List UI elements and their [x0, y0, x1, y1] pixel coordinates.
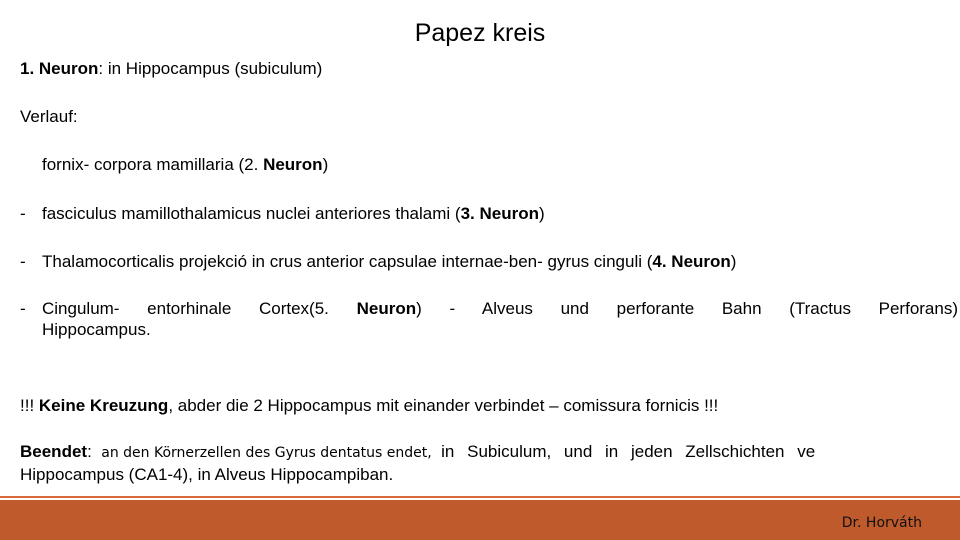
- crossing-note-prefix: !!!: [20, 396, 39, 415]
- step-fasciculus-bold: 3. Neuron: [460, 204, 539, 223]
- first-neuron-text: : in Hippocampus (subiculum): [98, 59, 323, 78]
- first-neuron-label: 1. Neuron: [20, 59, 99, 78]
- step-thalamocorticalis-text: Thalamocorticalis projekció in crus anterior capsulae internae-ben- gyrus cinguli (: [42, 252, 653, 271]
- step-fasciculus-text: fasciculus mamillothalamicus nuclei anteriores thalami (: [42, 204, 461, 223]
- step-cingulum-text-a: Cingulum- entorhinale Cortex(5.: [42, 299, 357, 318]
- footer-bar: [0, 500, 960, 540]
- bullet-dash: -: [20, 299, 26, 318]
- bullet-dash: -: [20, 204, 26, 223]
- step-fasciculus: [20, 203, 545, 224]
- beendet-rest: in Subiculum, und in jeden Zellschichten ve: [441, 442, 816, 461]
- footer-accent-line: [0, 496, 960, 498]
- step-cingulum-bold: Neuron: [356, 299, 417, 318]
- beendet-label: Beendet: [20, 442, 88, 461]
- step-cingulum: [20, 298, 958, 340]
- first-neuron-line: [20, 58, 322, 79]
- beendet-paragraph: [20, 441, 960, 485]
- step-thalamocorticalis-bold: 4. Neuron: [652, 252, 731, 271]
- bullet-dash: -: [20, 252, 26, 271]
- crossing-note-bold: Keine Kreuzung: [38, 396, 169, 415]
- step-fornix-text: fornix- corpora mamillaria (2.: [42, 155, 264, 174]
- crossing-note: [20, 395, 718, 416]
- beendet-line1: [20, 441, 960, 464]
- footer-author: Dr. Horváth: [841, 515, 922, 531]
- slide-title: Papez kreis: [414, 19, 546, 47]
- step-cingulum-text-b: ) - Alveus und perforante Bahn (Tractus Perforans): [416, 299, 959, 318]
- crossing-note-text: , abder die 2 Hippocampus mit einander verbindet – comissura fornicis !!!: [168, 396, 719, 415]
- step-cingulum-line1: [20, 298, 958, 319]
- step-thalamocorticalis: [20, 251, 736, 272]
- step-cingulum-line2: Hippocampus.: [42, 320, 151, 339]
- beendet-colon: :: [87, 442, 92, 461]
- beendet-small-text: an den Körnerzellen des Gyrus dentatus endet,: [101, 445, 432, 461]
- verlauf-label: Verlauf:: [20, 107, 78, 126]
- step-thalamocorticalis-end: ): [730, 252, 737, 271]
- step-fornix-end: ): [322, 155, 329, 174]
- step-fornix-bold: Neuron: [263, 155, 323, 174]
- beendet-line2: Hippocampus (CA1-4), in Alveus Hippocampiban.: [20, 465, 394, 484]
- step-fornix: [42, 154, 328, 175]
- step-fasciculus-end: ): [538, 204, 545, 223]
